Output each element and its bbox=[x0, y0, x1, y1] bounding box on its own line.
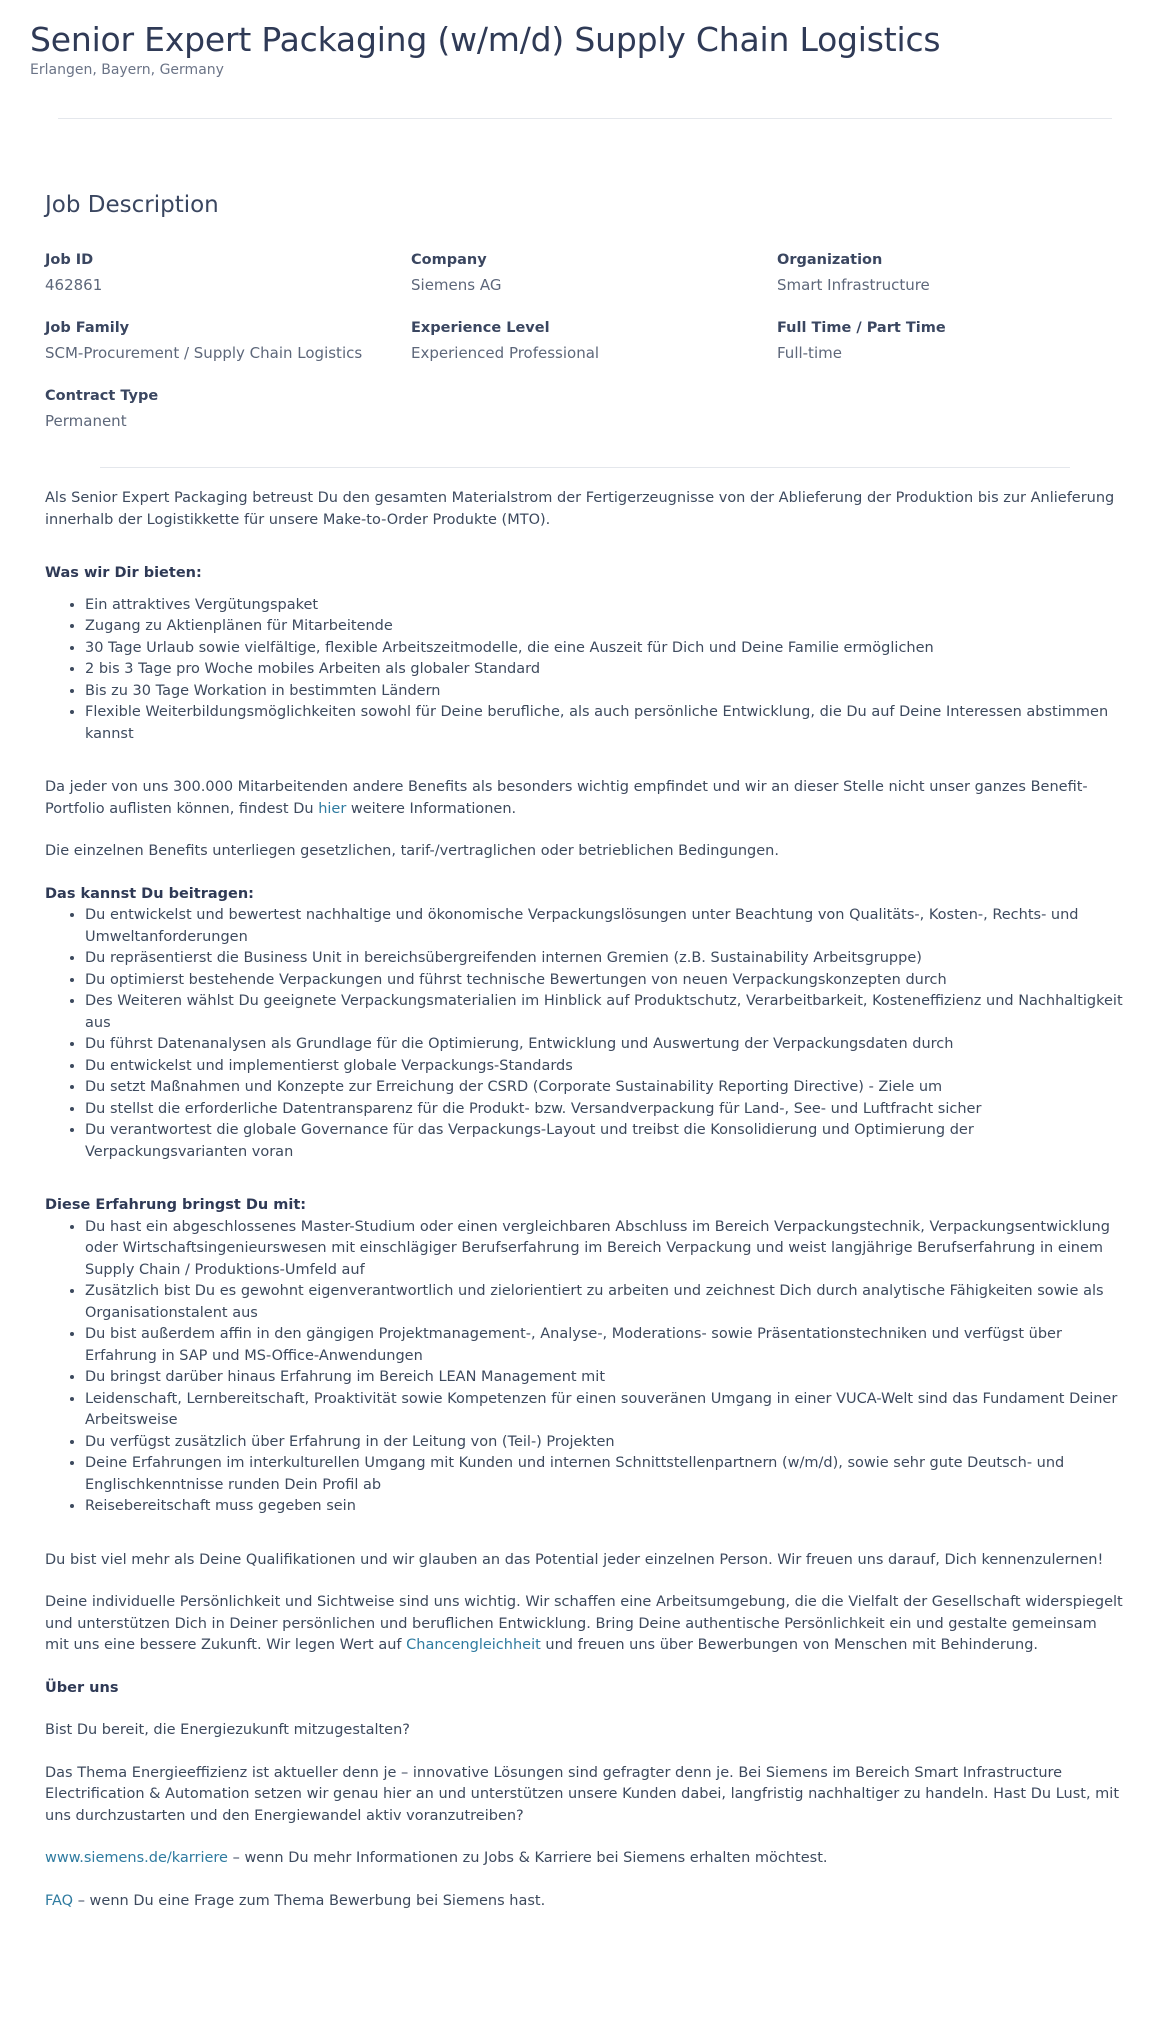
fact-company bbox=[411, 251, 777, 295]
job-content bbox=[0, 190, 1170, 431]
list-item: • Bis zu 30 Tage Workation in bestimmten Ländern bbox=[85, 681, 1125, 703]
equal-opportunity-link[interactable]: Chancengleichheit bbox=[406, 1637, 541, 1653]
list-item: • Du verantwortest die globale Governance für das Verpackungs-Layout und treibst die Konsolidierung und Optimierung der Verpackungsvarianten voran bbox=[85, 1120, 1125, 1163]
intro-paragraph: Als Senior Expert Packaging betreust Du den gesamten Materialstrom der Fertigerzeugnisse von der Ablieferung der Produktion bis zur Anlieferung innerhalb der Logistikkette für unsere Make-to-Order Produkte (MTO). bbox=[45, 490, 1115, 528]
faq-link[interactable]: FAQ bbox=[45, 1892, 74, 1909]
fact-value: SCM-Procurement / Supply Chain Logistics bbox=[45, 344, 363, 362]
benefits-text-end: weitere Informationen. bbox=[346, 800, 517, 817]
fact-employment-type bbox=[777, 319, 1143, 363]
diversity-paragraph bbox=[45, 1592, 1125, 1657]
list-item: • Ein attraktives Vergütungspaket bbox=[85, 595, 1125, 617]
job-location: Erlangen, Bayern, Germany bbox=[30, 62, 224, 78]
fact-label: Job Family bbox=[45, 320, 130, 336]
list-item: • Du repräsentierst die Business Unit in bereichsübergreifenden internen Gremien (z.B. Sustainability Arbeitsgruppe) bbox=[85, 948, 1125, 970]
offer-list bbox=[45, 595, 1125, 746]
list-item: • Du optimierst bestehende Verpackungen und führst technische Bewertungen von neuen Verpackungskonzepten durch bbox=[85, 970, 1125, 992]
about-paragraph: Das Thema Energieeffizienz ist aktueller denn je – innovative Lösungen sind gefragter denn je. Bei Siemens im Bereich Smart Infrastructure Electrification & Automation setzen wir genau hier an und unterstützen unsere Kunden dabei, langfristig nachhaltiger zu handeln. Hast Du Lust, mit uns durchzustarten und den Energiewandel aktiv voranzutreiben? bbox=[45, 1764, 1120, 1824]
list-item: • Flexible Weiterbildungsmöglichkeiten sowohl für Deine berufliche, als auch persönliche Entwicklung, die Du auf Deine Interessen abstimmen kannst bbox=[85, 702, 1125, 745]
fact-value: Smart Infrastructure bbox=[777, 276, 930, 294]
list-item: • 30 Tage Urlaub sowie vielfältige, flexible Arbeitszeitmodelle, die eine Auszeit für Dich und Deine Familie ermöglichen bbox=[85, 638, 1125, 660]
fact-value: Siemens AG bbox=[411, 276, 502, 294]
list-item: • Du bist außerdem affin in den gängigen Projektmanagement-, Analyse-, Moderations- sowie Präsentationstechniken und verfügst über Erfahrung in SAP und MS-Office-Anwendungen bbox=[85, 1324, 1125, 1367]
qualifications-paragraph: Du bist viel mehr als Deine Qualifikationen und wir glauben an das Potential jeder einzelnen Person. Wir freuen uns darauf, Dich kennenzulernen! bbox=[45, 1551, 1104, 1568]
fact-contract-type bbox=[45, 387, 411, 431]
contribute-heading: Das kannst Du beitragen: bbox=[45, 885, 254, 902]
fact-experience-level bbox=[411, 319, 777, 363]
offer-heading: Was wir Dir bieten: bbox=[45, 565, 202, 581]
job-title: Senior Expert Packaging (w/m/d) Supply Chain Logistics bbox=[30, 20, 941, 59]
fact-label: Company bbox=[411, 252, 487, 268]
benefits-text: Da jeder von uns 300.000 Mitarbeitenden andere Benefits als besonders wichtig empfindet und wir an dieser Stelle nicht unser ganzes Benefit-Portfolio auflisten können, findest Du bbox=[45, 779, 1088, 817]
fact-label: Job ID bbox=[45, 252, 94, 268]
list-item: • Du entwickelst und bewertest nachhaltige und ökonomische Verpackungslösungen unter Beachtung von Qualitäts-, Kosten-, Rechts- und Umweltanforderungen bbox=[85, 905, 1125, 948]
fact-label: Full Time / Part Time bbox=[777, 320, 946, 336]
list-item: • Du bringst darüber hinaus Erfahrung im Bereich LEAN Management mit bbox=[85, 1367, 1125, 1389]
benefits-link[interactable]: hier bbox=[318, 800, 347, 817]
list-item: • Du führst Datenanalysen als Grundlage für die Optimierung, Entwicklung und Auswertung der Verpackungsdaten durch bbox=[85, 1034, 1125, 1056]
list-item: • Du stellst die erforderliche Datentransparenz für die Produkt- bzw. Versandverpackung für Land-, See- und Luftfracht sicher bbox=[85, 1099, 1125, 1121]
list-item: • Leidenschaft, Lernbereitschaft, Proaktivität sowie Kompetenzen für einen souveränen Umgang in einer VUCA-Welt sind das Fundament Deiner Arbeitsweise bbox=[85, 1389, 1125, 1432]
diversity-text: Deine individuelle Persönlichkeit und Sichtweise sind uns wichtig. Wir schaffen eine Arbeitsumgebung, die die Vielfalt der Gesellschaft widerspiegelt und unterstützen Dich in Deiner persönlichen und beruflichen Entwicklung. Bring Deine authentische Persönlichkeit ein und gestalte gemeinsam mit uns eine bessere Zukunft. Wir legen Wert auf bbox=[45, 1594, 1123, 1653]
list-item: • Des Weiteren wählst Du geeignete Verpackungsmaterialien im Hinblick auf Produktschutz, Verarbeitbarkeit, Kosteneffizienz und Nachhaltigkeit aus bbox=[85, 991, 1125, 1034]
job-header bbox=[0, 0, 1170, 78]
careers-text: – wenn Du mehr Informationen zu Jobs & Karriere bei Siemens erhalten möchtest. bbox=[227, 1850, 828, 1866]
about-heading: Über uns bbox=[45, 1679, 119, 1696]
list-item: • Du verfügst zusätzlich über Erfahrung in der Leitung von (Teil-) Projekten bbox=[85, 1432, 1125, 1454]
fact-job-id bbox=[45, 251, 411, 295]
list-item: • Du entwickelst und implementierst globale Verpackungs-Standards bbox=[85, 1056, 1125, 1078]
fact-label: Experience Level bbox=[411, 320, 550, 336]
careers-paragraph bbox=[45, 1848, 1125, 1870]
benefits-paragraph bbox=[45, 777, 1125, 820]
list-item: • 2 bis 3 Tage pro Woche mobiles Arbeiten als globaler Standard bbox=[85, 659, 1125, 681]
list-item: • Zusätzlich bist Du es gewohnt eigenverantwortlich und zielorientiert zu arbeiten und zeichnest Dich durch analytische Fähigkeiten sowie als Organisationstalent aus bbox=[85, 1281, 1125, 1324]
list-item: • Zugang zu Aktienplänen für Mitarbeitende bbox=[85, 616, 1125, 638]
fact-value: 462861 bbox=[45, 276, 103, 294]
list-item: • Du setzt Maßnahmen und Konzepte zur Erreichung der CSRD (Corporate Sustainability Reporting Directive) - Ziele um bbox=[85, 1077, 1125, 1099]
about-question: Bist Du bereit, die Energiezukunft mitzugestalten? bbox=[45, 1722, 410, 1738]
diversity-text-end: und freuen uns über Bewerbungen von Menschen mit Behinderung. bbox=[540, 1637, 1039, 1653]
facts-divider bbox=[100, 467, 1070, 468]
section-title: Job Description bbox=[45, 192, 219, 218]
fact-value: Experienced Professional bbox=[411, 344, 600, 362]
contribute-list bbox=[45, 905, 1125, 1163]
list-item: • Deine Erfahrungen im interkulturellen Umgang mit Kunden und internen Schnittstellenpartnern (w/m/d), sowie sehr gute Deutsch- und Englischkenntnisse runden Dein Profil ab bbox=[85, 1453, 1125, 1496]
fact-organization bbox=[777, 251, 1143, 295]
faq-text: – wenn Du eine Frage zum Thema Bewerbung bei Siemens hast. bbox=[73, 1892, 546, 1909]
job-facts bbox=[45, 251, 1125, 431]
experience-list bbox=[45, 1217, 1125, 1518]
experience-heading: Diese Erfahrung bringst Du mit: bbox=[45, 1197, 307, 1213]
list-item: • Du hast ein abgeschlossenes Master-Studium oder einen vergleichbaren Abschluss im Bereich Verpackungstechnik, Verpackungsentwicklung oder Wirtschaftsingenieurswesen mit einschlägiger Berufserfahrung im Bereich Verpackung und weist langjährige Berufserfahrung in einem Supply Chain / Produktions-Umfeld auf bbox=[85, 1217, 1125, 1282]
job-description bbox=[0, 488, 1170, 1912]
fact-job-family bbox=[45, 319, 411, 363]
conditions-paragraph: Die einzelnen Benefits unterliegen gesetzlichen, tarif-/vertraglichen oder betrieblichen Bedingungen. bbox=[45, 843, 779, 859]
faq-paragraph bbox=[45, 1891, 1125, 1913]
header-divider bbox=[58, 118, 1112, 119]
fact-value: Permanent bbox=[45, 412, 127, 430]
fact-label: Organization bbox=[777, 252, 883, 268]
fact-value: Full-time bbox=[777, 344, 842, 362]
list-item: • Reisebereitschaft muss gegeben sein bbox=[85, 1496, 1125, 1518]
careers-link[interactable]: www.siemens.de/karriere bbox=[45, 1850, 228, 1866]
fact-label: Contract Type bbox=[45, 388, 159, 404]
